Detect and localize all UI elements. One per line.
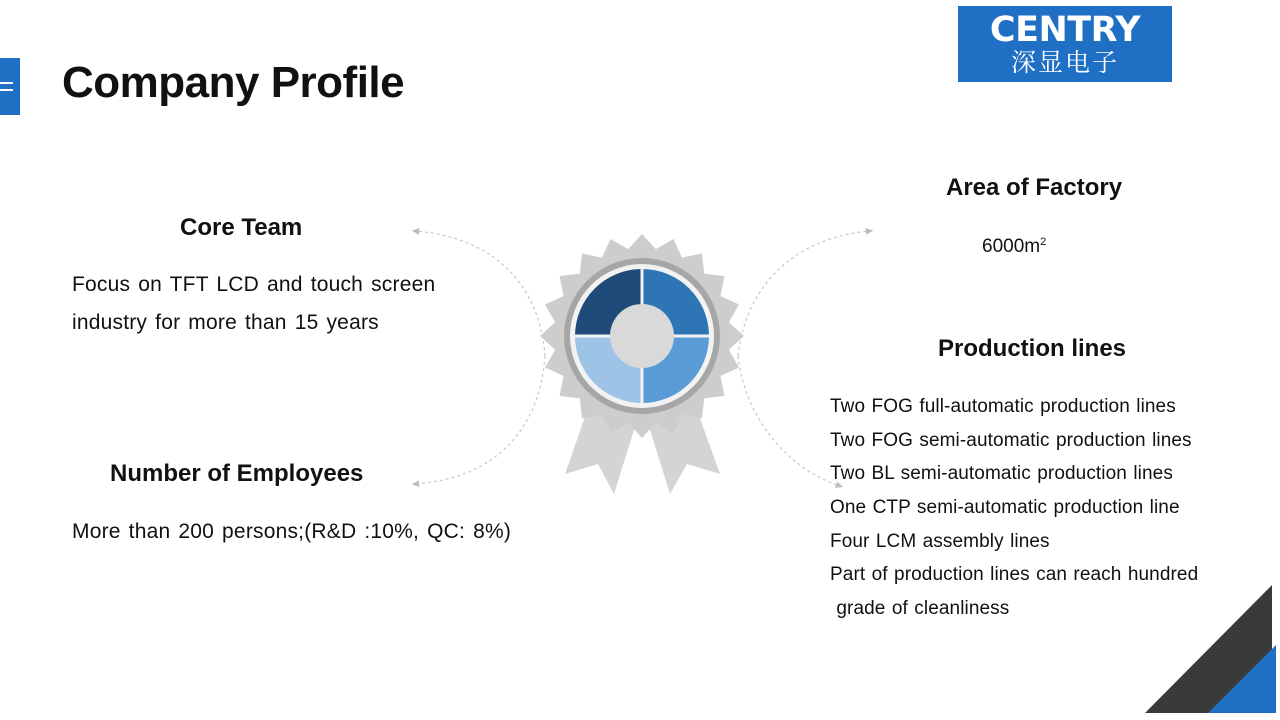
list-item: Two BL semi-automatic production lines bbox=[830, 463, 1173, 485]
company-logo bbox=[958, 6, 1172, 82]
list-item: Two FOG semi-automatic production lines bbox=[830, 429, 1192, 451]
connector-factory bbox=[738, 231, 870, 356]
list-item: Two FOG full-automatic production lines bbox=[830, 396, 1176, 417]
factory-area-value bbox=[982, 236, 1046, 258]
production-lines-list bbox=[830, 390, 1198, 626]
core-team-line: Focus on TFT LCD and touch screen bbox=[72, 273, 436, 296]
production-heading: Production lines bbox=[938, 335, 1127, 362]
logo-text-cn: 深显电子 bbox=[1010, 48, 1119, 77]
list-item: Four LCM assembly lines bbox=[830, 530, 1050, 552]
factory-area-number: 6000m bbox=[982, 236, 1041, 257]
list-item: Part of production lines can reach hundred bbox=[830, 564, 1199, 586]
list-item: grade of cleanliness bbox=[830, 598, 1010, 620]
factory-area-unit: 2 bbox=[1040, 236, 1047, 248]
employees-heading: Number of Employees bbox=[110, 460, 364, 487]
core-team-heading: Core Team bbox=[180, 214, 303, 241]
connector-employees bbox=[415, 356, 545, 484]
core-team-line: industry for more than 15 years bbox=[72, 311, 379, 334]
award-medal-icon bbox=[540, 234, 744, 494]
connector-production bbox=[738, 356, 840, 486]
core-team-description bbox=[72, 266, 435, 342]
employees-description: More than 200 persons;(R&D :10%, QC: 8%) bbox=[72, 520, 512, 543]
page-title: Company Profile bbox=[62, 58, 405, 107]
menu-icon bbox=[0, 58, 20, 115]
factory-heading: Area of Factory bbox=[946, 174, 1123, 201]
list-item: One CTP semi-automatic production line bbox=[830, 497, 1180, 519]
logo-text-en: CENTRY bbox=[989, 10, 1141, 50]
